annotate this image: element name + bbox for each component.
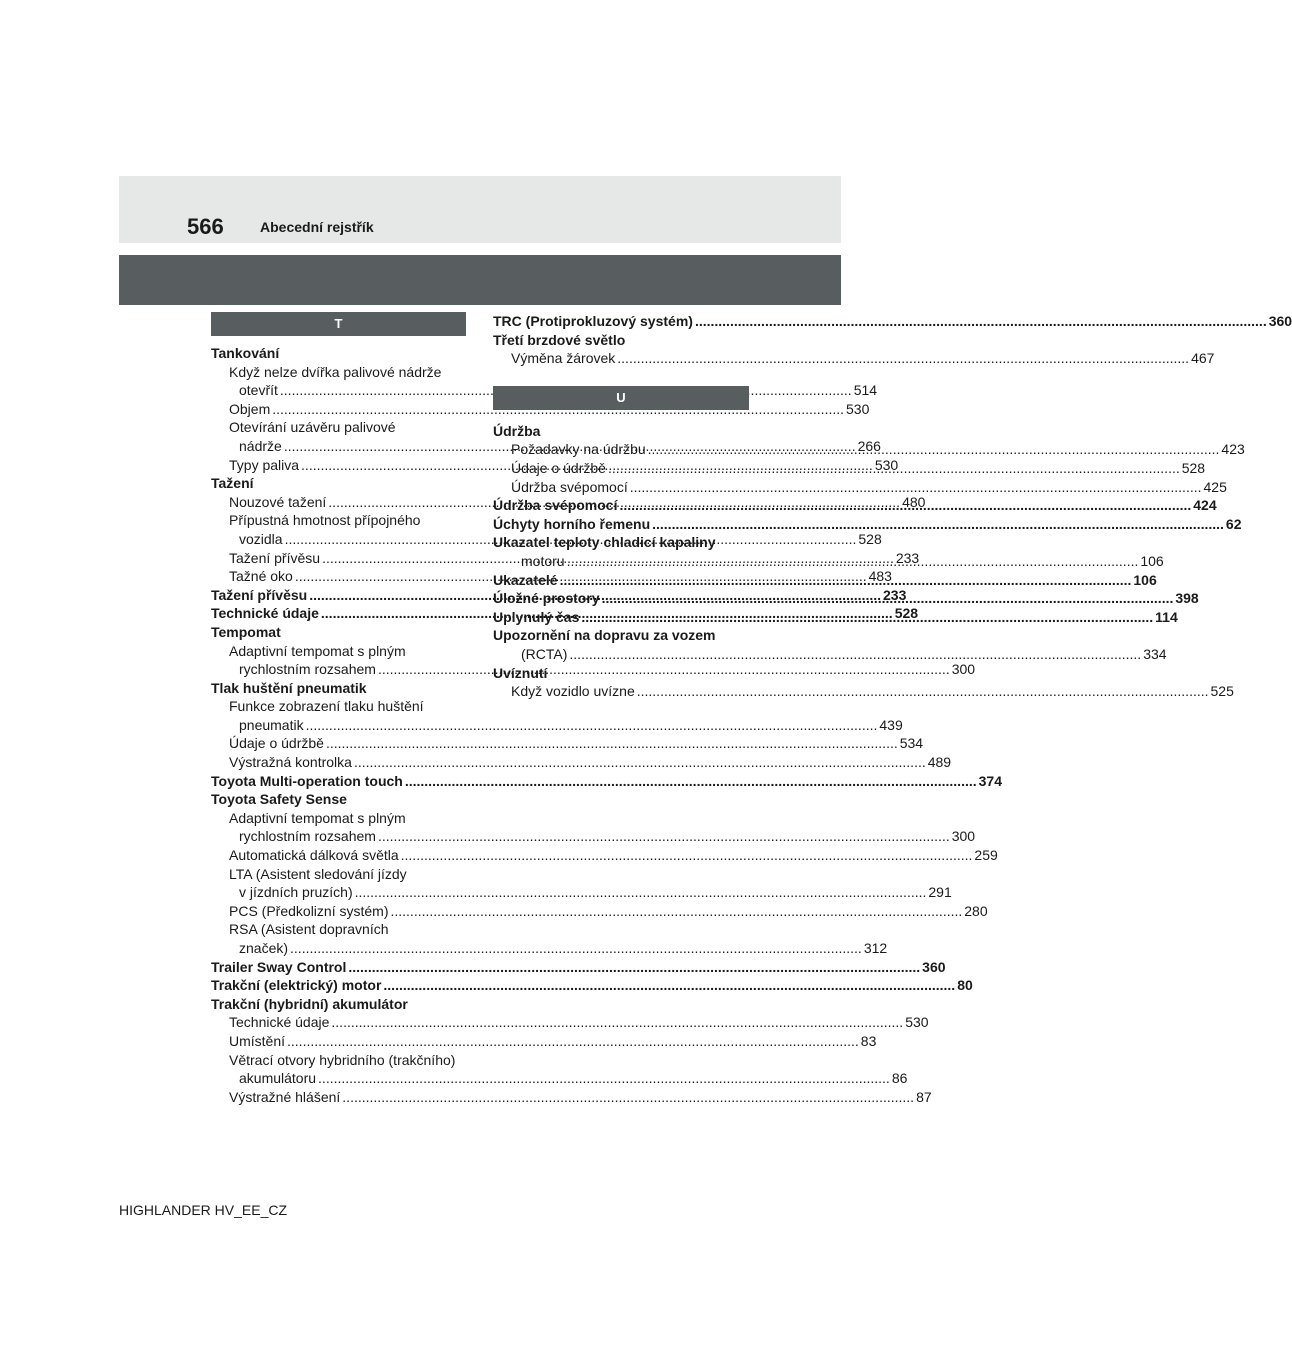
index-entry-text: Toyota Multi-operation touch xyxy=(211,772,403,789)
index-entry xyxy=(493,312,1292,331)
index-entry-page: 530 xyxy=(905,1014,929,1031)
index-entry-page: 528 xyxy=(858,530,882,547)
index-entry xyxy=(211,827,976,846)
index-entry-page: 483 xyxy=(868,568,892,585)
index-entry: Tankování xyxy=(211,345,280,361)
index-entry-page: 87 xyxy=(916,1088,932,1105)
index-entry-text: rychlostním rozsahem xyxy=(239,661,376,678)
index-entry: Přípustná hmotnost přípojného xyxy=(229,512,421,529)
dot-leader xyxy=(287,1032,859,1051)
index-entry: Když nelze dvířka palivové nádrže xyxy=(229,363,442,380)
index-entry-text: Údaje o údržbě xyxy=(511,459,606,476)
dot-leader xyxy=(652,515,1224,534)
index-entry: Tlak huštění pneumatik xyxy=(211,679,367,696)
index-entry-page: 480 xyxy=(902,493,926,510)
index-entry-text: (RCTA) xyxy=(521,645,568,662)
index-entry-page: 106 xyxy=(1133,571,1157,588)
dot-leader xyxy=(378,827,950,846)
index-entry-page: 514 xyxy=(853,382,878,399)
dot-leader xyxy=(348,958,920,977)
index-entry xyxy=(493,349,1215,368)
index-entry xyxy=(211,1088,932,1107)
index-entry-text: Ukazatelé xyxy=(493,571,558,588)
index-entry-page: 83 xyxy=(860,1032,877,1049)
index-entries-right-top xyxy=(493,312,1292,368)
index-entry-page: 534 xyxy=(899,735,924,752)
index-entry-text: Objem xyxy=(229,400,271,417)
dot-leader xyxy=(569,645,1141,664)
index-entry-text: TRC (Protiprokluzový systém) xyxy=(493,313,693,329)
index-entry-text: Tažné oko xyxy=(229,568,293,585)
index-entry-page: 467 xyxy=(1191,350,1215,367)
index-entry-text: Požadavky na údržbu xyxy=(511,441,646,458)
index-entry: Toyota Safety Sense xyxy=(211,791,347,808)
index-entry-text: Automatická dálková světla xyxy=(229,847,399,864)
index-entry xyxy=(211,939,888,958)
index-entry xyxy=(211,381,878,400)
index-entry-page: 334 xyxy=(1143,645,1167,662)
dot-leader xyxy=(318,1069,890,1088)
page-number: 566 xyxy=(187,214,224,239)
letter-heading-t: T xyxy=(211,312,466,336)
index-entry-text: Trailer Sway Control xyxy=(211,958,347,975)
dot-leader xyxy=(342,1088,914,1107)
index-entry: Adaptivní tempomat s plným xyxy=(229,642,406,659)
index-entry-text: Úložné prostory xyxy=(493,590,600,607)
dot-leader xyxy=(390,902,962,921)
chapter-band xyxy=(119,255,841,305)
index-entry-page: 86 xyxy=(891,1070,908,1087)
dot-leader xyxy=(383,976,955,995)
index-entry xyxy=(211,902,988,921)
index-entry-text: Úchyty horního řemenu xyxy=(493,515,651,532)
dot-leader xyxy=(581,608,1153,627)
index-entry xyxy=(211,976,973,995)
index-entry xyxy=(211,846,998,865)
index-entry-text: Technické údaje xyxy=(229,1014,330,1031)
index-entry-text: vozidla xyxy=(239,530,283,547)
index-entry-text: nádrže xyxy=(239,437,282,454)
index-entry xyxy=(211,400,870,419)
index-entry: Uvíznutí xyxy=(493,664,548,681)
dot-leader xyxy=(331,1013,903,1032)
index-entry-text: Údaje o údržbě xyxy=(229,735,324,752)
index-entry-page: 300 xyxy=(951,828,976,845)
index-entry-text: Typy paliva xyxy=(229,456,300,473)
index-entry: LTA (Asistent sledování jízdy xyxy=(229,865,407,882)
dot-leader xyxy=(637,682,1209,701)
dot-leader xyxy=(401,846,973,865)
index-entry-page: 300 xyxy=(951,661,976,678)
index-entry-page: 525 xyxy=(1210,683,1234,700)
index-entry: Ukazatel teploty chladicí kapaliny xyxy=(493,534,716,551)
index-entry-page: 439 xyxy=(879,716,903,733)
index-entry: Větrací otvory hybridního (trakčního) xyxy=(229,1051,456,1068)
index-entry-text: motoru xyxy=(521,552,565,569)
index-entry-text: pneumatik xyxy=(239,716,304,733)
index-entry-page: 530 xyxy=(874,456,899,473)
index-entry-text: Údržba svépomocí xyxy=(511,478,628,495)
dot-leader xyxy=(648,440,1220,459)
dot-leader xyxy=(602,589,1174,608)
index-entry-page: 374 xyxy=(978,772,1002,789)
index-entry-text: Tažení přívěsu xyxy=(211,586,308,603)
index-entry-text: PCS (Předkolizní systém) xyxy=(229,902,389,919)
index-entry: Otevírání uzávěru palivové xyxy=(229,419,396,436)
index-entry-text: Výstražná kontrolka xyxy=(229,754,352,771)
header-band xyxy=(119,176,841,243)
index-entry-page: 423 xyxy=(1221,441,1245,458)
index-entry-page: 114 xyxy=(1155,608,1178,625)
index-entry-page: 424 xyxy=(1193,497,1217,514)
footer-model: HIGHLANDER HV_EE_CZ xyxy=(119,1202,288,1218)
index-entry: Upozornění na dopravu za vozem xyxy=(493,627,716,644)
index-entry: Třetí brzdové světlo xyxy=(493,331,626,348)
dot-leader xyxy=(630,478,1202,497)
index-entry-page: 280 xyxy=(964,902,988,919)
dot-leader xyxy=(405,772,977,791)
index-entry-page: 530 xyxy=(846,400,870,417)
index-entry xyxy=(493,515,1242,534)
dot-leader xyxy=(290,939,862,958)
index-entry-page: 489 xyxy=(927,754,952,771)
index-entry xyxy=(211,883,952,902)
index-entry xyxy=(211,716,903,735)
index-entry: Údržba xyxy=(493,422,541,439)
index-entry xyxy=(211,1069,908,1088)
index-entry-page: 106 xyxy=(1140,552,1164,569)
index-entry-page: 291 xyxy=(928,884,952,901)
index-entry-text: v jízdních pruzích) xyxy=(239,884,353,901)
dot-leader xyxy=(608,459,1180,478)
index-entry-page: 425 xyxy=(1203,478,1227,495)
index-entry-text: Výstražné hlášení xyxy=(229,1088,341,1105)
index-entry: RSA (Asistent dopravních xyxy=(229,921,389,938)
index-entry-text: Nouzové tažení xyxy=(229,493,327,510)
index-entry xyxy=(493,645,1167,664)
dot-leader xyxy=(355,883,927,902)
dot-leader xyxy=(306,716,878,735)
dot-leader xyxy=(560,571,1132,590)
index-entry-page: 360 xyxy=(1268,313,1292,329)
index-entry-text: Uplynulý čas xyxy=(493,608,580,625)
dot-leader xyxy=(619,496,1191,515)
section-title: Abecední rejstřík xyxy=(260,219,374,235)
letter-heading-u: U xyxy=(493,386,749,410)
index-entry: Trakční (hybridní) akumulátor xyxy=(211,995,408,1012)
index-entry-page: 398 xyxy=(1175,590,1199,607)
index-entry-text: rychlostním rozsahem xyxy=(239,828,376,845)
index-entry: Tempomat xyxy=(211,623,281,640)
index-entry xyxy=(211,1013,929,1032)
index-entry-text: Když vozidlo uvízne xyxy=(511,683,635,700)
index-entry-text: Výměna žárovek xyxy=(511,350,616,367)
index-entry-page: 360 xyxy=(922,958,946,975)
dot-leader xyxy=(567,552,1139,571)
index-entry-page: 266 xyxy=(857,437,881,454)
index-entry xyxy=(493,478,1227,497)
index-entry-page: 233 xyxy=(895,549,920,566)
index-entry-page: 259 xyxy=(974,847,998,864)
index-entry-page: 233 xyxy=(883,586,907,603)
index-entry-text: akumulátoru xyxy=(239,1070,317,1087)
index-entry xyxy=(211,734,924,753)
index-entry-text: Trakční (elektrický) motor xyxy=(211,977,382,994)
index-entry-text: otevřít xyxy=(239,382,278,399)
index-entry-text: Tažení přívěsu xyxy=(229,549,321,566)
index-entry-text: Umístění xyxy=(229,1032,286,1049)
index-entry xyxy=(211,753,952,772)
dot-leader xyxy=(354,753,926,772)
index-entry-page: 62 xyxy=(1225,515,1242,532)
index-entry-text: značek) xyxy=(239,940,289,956)
index-entry-page: 528 xyxy=(894,605,919,622)
index-entry-page: 312 xyxy=(863,940,888,956)
dot-leader xyxy=(326,734,898,753)
index-entry xyxy=(211,772,1002,791)
dot-leader xyxy=(617,349,1189,368)
index-entry xyxy=(493,682,1234,701)
index-entry: Adaptivní tempomat s plným xyxy=(229,809,406,826)
index-entry: Funkce zobrazení tlaku huštění xyxy=(229,698,424,715)
index-entry-text: Údržba svépomocí xyxy=(493,497,618,514)
index-entry-text: Technické údaje xyxy=(211,605,319,622)
index-entry xyxy=(211,1032,877,1051)
index-entry: Tažení xyxy=(211,475,254,492)
dot-leader xyxy=(695,312,1267,331)
index-entry xyxy=(211,958,946,977)
index-entry-page: 80 xyxy=(957,977,973,994)
index-entry-page: 528 xyxy=(1181,459,1206,476)
